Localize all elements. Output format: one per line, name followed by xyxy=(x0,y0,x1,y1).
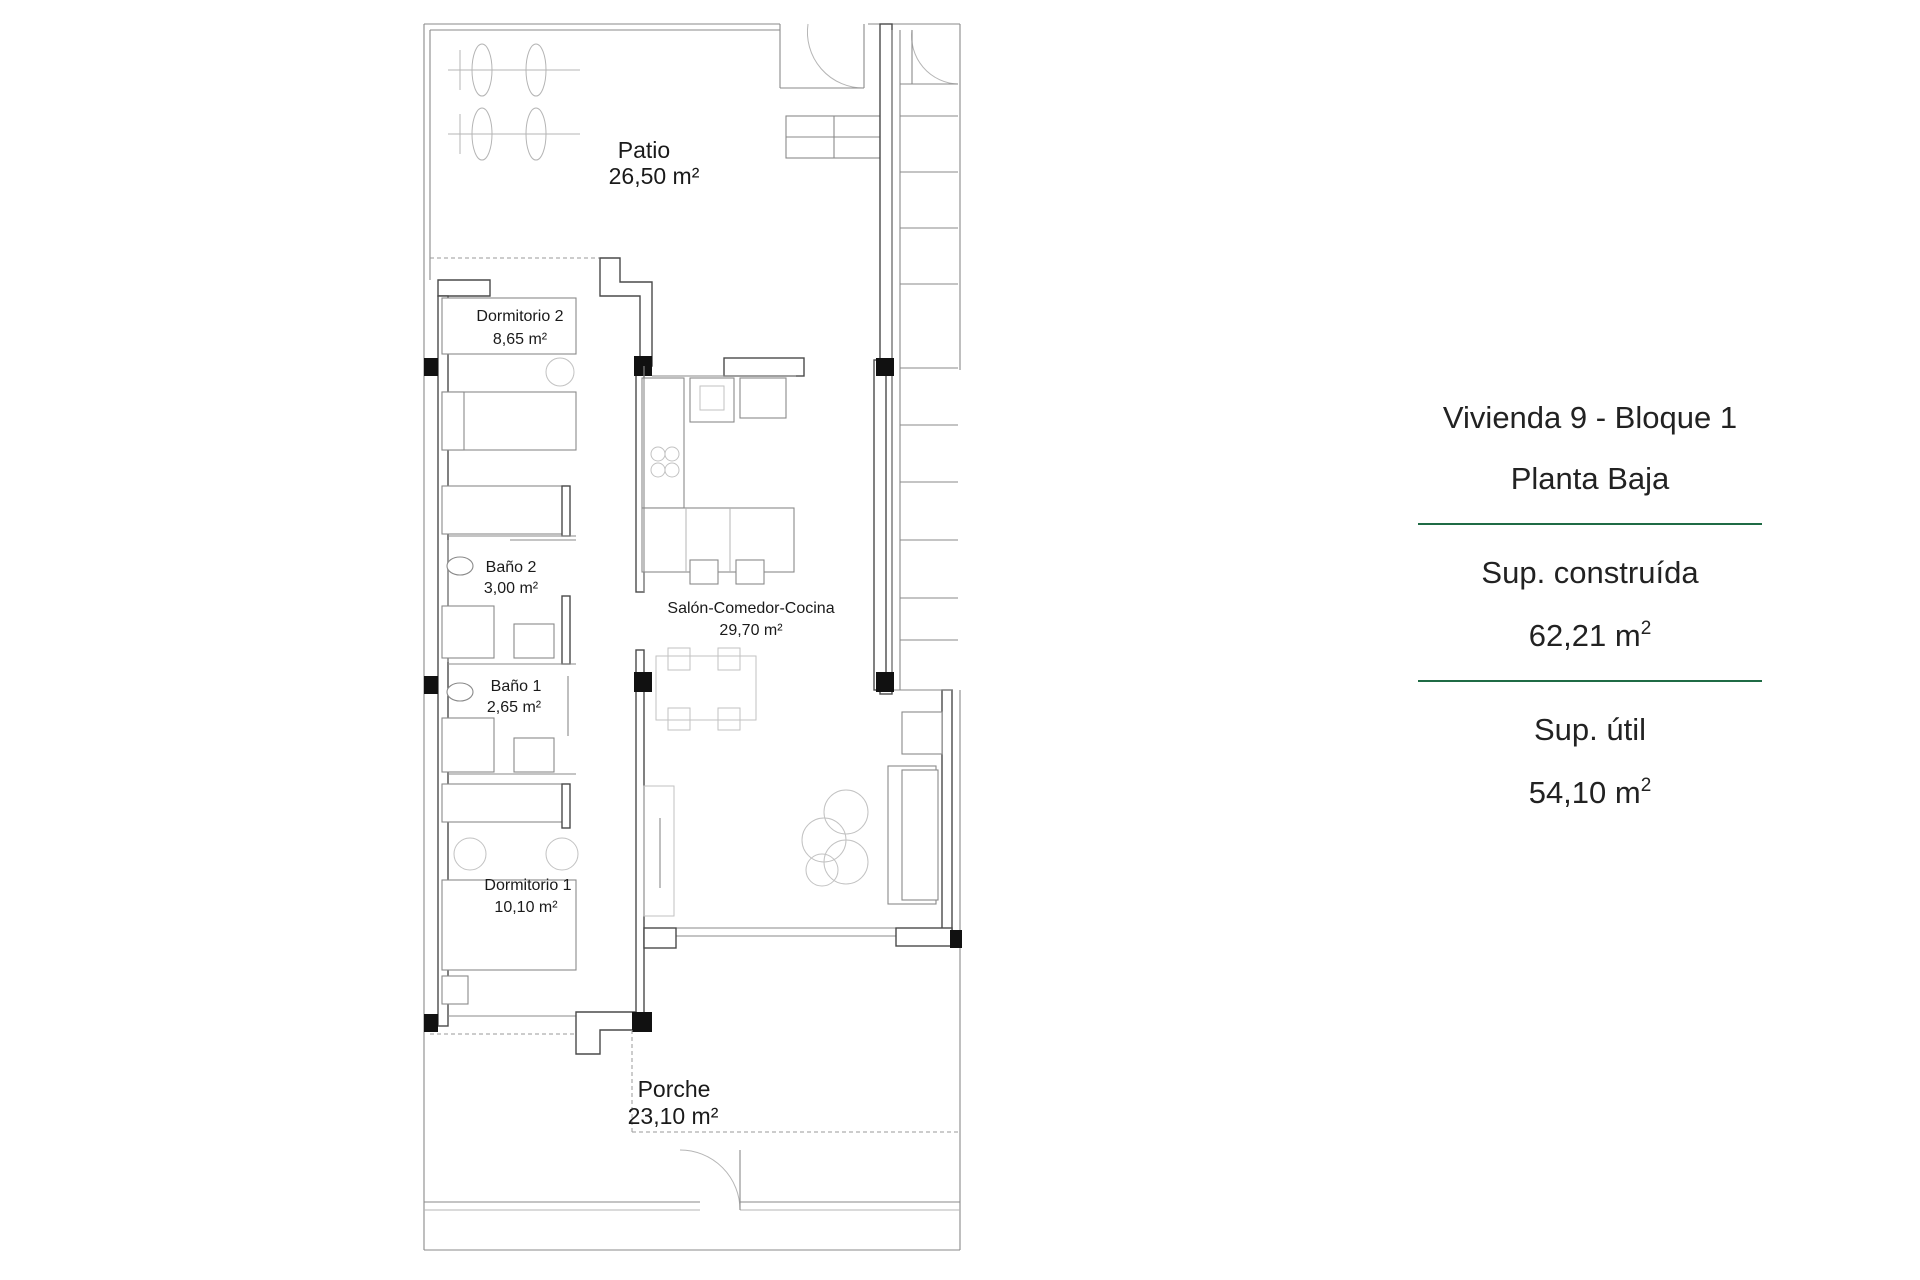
divider xyxy=(1418,680,1762,682)
patio-name: Patio xyxy=(617,137,671,163)
dormitorio-1-name: Dormitorio 1 xyxy=(484,877,572,894)
kitchen xyxy=(642,358,804,592)
dormitorio-2-name: Dormitorio 2 xyxy=(476,308,564,325)
patio-area-label: 26,50 m² xyxy=(608,163,700,189)
salon-area: 29,70 m² xyxy=(719,622,783,639)
useful-area-exponent: 2 xyxy=(1640,775,1652,796)
floor-name: Planta Baja xyxy=(1510,461,1670,496)
built-area-number: 62,21 m xyxy=(1528,618,1641,653)
bano-1-name: Baño 1 xyxy=(490,678,542,695)
useful-area-number: 54,10 m xyxy=(1528,775,1641,810)
salon-name: Salón-Comedor-Cocina xyxy=(667,600,835,617)
dwelling-title: Vivienda 9 - Bloque 1 xyxy=(1442,400,1738,435)
useful-area-value xyxy=(1418,766,1762,813)
info-panel xyxy=(1418,390,1762,813)
porche-area: 23,10 m² xyxy=(627,1103,719,1129)
bano-1-area: 2,65 m² xyxy=(486,699,542,716)
dining-table xyxy=(656,648,756,730)
bano-2-name: Baño 2 xyxy=(485,559,537,576)
built-area-label: Sup. construída xyxy=(1481,555,1699,590)
porche-name: Porche xyxy=(637,1076,711,1102)
bedroom-1 xyxy=(442,784,578,1004)
useful-area-label: Sup. útil xyxy=(1533,712,1646,747)
dormitorio-1-area: 10,10 m² xyxy=(494,899,558,916)
bano-2-area: 3,00 m² xyxy=(483,580,539,597)
dormitorio-2-area: 8,65 m² xyxy=(492,331,548,348)
stairs xyxy=(786,116,880,158)
built-area-exponent: 2 xyxy=(1640,618,1652,639)
bicycle-icon xyxy=(448,44,580,160)
living-area xyxy=(644,712,942,916)
divider xyxy=(1418,523,1762,525)
built-area-value xyxy=(1418,609,1762,656)
